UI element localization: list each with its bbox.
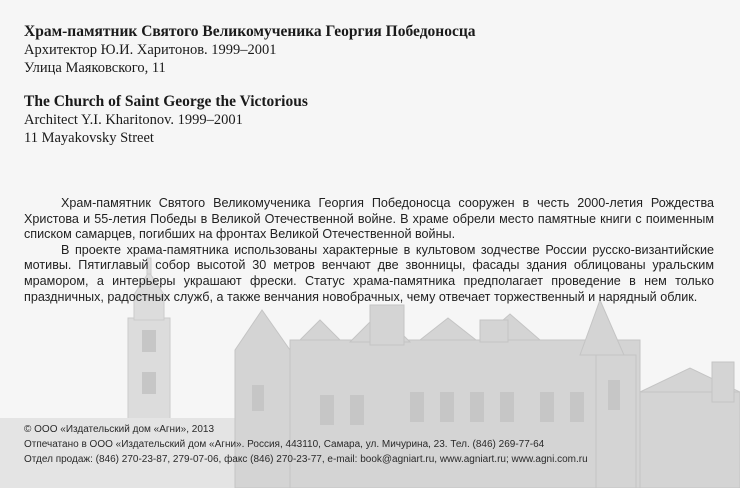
russian-architect: Архитектор Ю.И. Харитонов. 1999–2001 — [24, 42, 277, 58]
english-title: The Church of Saint George the Victorious — [24, 93, 308, 110]
publisher-imprint — [24, 422, 588, 467]
imprint-printed: Отпечатано в ООО «Издательский дом «Агни». Россия, 443110, Самара, ул. Мичурина, 23. Тел. (846) 269-77-64 — [24, 439, 545, 450]
imprint-sales: Отдел продаж: (846) 270-23-87, 279-07-06, факс (846) 270-23-77, e-mail: book@agniart.ru, www.agniart.ru; www.agni.com.ru — [24, 454, 588, 465]
english-address: 11 Mayakovsky Street — [24, 130, 154, 146]
description-text — [24, 196, 714, 305]
english-architect: Architect Y.I. Kharitonov. 1999–2001 — [24, 112, 243, 128]
russian-address: Улица Маяковского, 11 — [24, 60, 166, 76]
description-paragraph-2: В проекте храма-памятника использованы характерные в культовом зодчестве России русско-византийские мотивы. Пятиглавый собор высотой 30 метров венчают две звонницы, фасады здания облицованы уральским мрамором, а интерьеры украшают фрески. Статус храма-памятника предполагает проведение в нем только праздничных, радостных служб, а также венчания новобрачных, чему отвечает торжественный и нарядный облик. — [24, 242, 714, 304]
description-paragraph-1: Храм-памятник Святого Великомученика Георгия Победоносца сооружен в честь 2000-летия Рождества Христова и 55-летия Победы в Великой Отечественной войне. В храме обрели место памятные книги с поименным списком самарцев, погибших на фронтах Великой Отечественной войны. — [24, 196, 714, 242]
russian-header — [24, 22, 476, 77]
russian-title: Храм-памятник Святого Великомученика Георгия Победоносца — [24, 23, 476, 40]
imprint-copyright: © ООО «Издательский дом «Агни», 2013 — [24, 424, 215, 435]
english-header — [24, 92, 308, 147]
